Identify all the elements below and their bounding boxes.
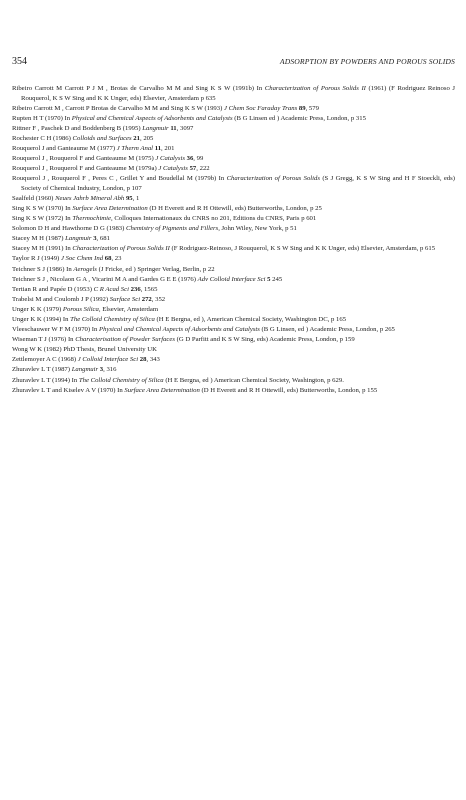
reference-text: , 205 — [139, 134, 154, 142]
reference-title: Characterization of Porous Solids — [226, 175, 320, 183]
reference-entry — [12, 84, 455, 103]
reference-volume: 95 — [125, 194, 133, 202]
reference-volume: 11 — [170, 124, 177, 132]
reference-volume: 28 — [139, 356, 147, 364]
reference-title: Characterisation of Powder Surfaces — [75, 336, 175, 344]
reference-text: Tertian R and Papée D (1953) — [12, 285, 94, 293]
reference-volume: 57 — [189, 165, 197, 173]
reference-text: , 316 — [103, 366, 117, 374]
reference-text: Unger K K (1979) — [12, 305, 63, 313]
reference-text: Saalfeld (1960) — [12, 194, 56, 202]
reference-text: Zhuravlev L T (1994) In — [12, 376, 79, 384]
reference-text: (J Fricke, ed ) Springer Verlag, Berlin, p 22 — [96, 265, 215, 273]
reference-title: J Chem Soc Faraday Trans — [224, 104, 298, 112]
reference-entry — [12, 104, 455, 114]
reference-text: (H E Bergna, ed ), American Chemical Society, Washington DC, p 165 — [154, 315, 347, 323]
reference-text: (G D Parfitt and K S W Sing, eds) Academic Press, London, p 159 — [174, 336, 355, 344]
reference-title: Physical and Chemical Aspects of Adsorbents and Catalysts — [71, 114, 233, 122]
reference-text: Zhuravlev L T and Kiselev A V (1970) In — [12, 386, 125, 394]
reference-text: Stacey M H (1991) In — [12, 245, 73, 253]
reference-entry — [12, 174, 455, 193]
reference-volume: 89 — [298, 104, 306, 112]
reference-title: Adv Colloid Interface Sci — [197, 275, 266, 283]
reference-text: (D H Everett and R H Ottewill, eds) Butterworths, London, p 25 — [147, 204, 322, 212]
reference-text: Wiseman T J (1976) In — [12, 336, 76, 344]
reference-title: J Colloid Interface Sci — [77, 356, 139, 364]
reference-volume: 272 — [141, 295, 152, 303]
reference-entry — [12, 254, 455, 264]
reference-entry — [12, 134, 455, 144]
reference-text: Solomon D H and Hawthorne D G (1983) — [12, 225, 127, 233]
reference-title: Characterization of Porous Solids II — [264, 85, 366, 92]
reference-text: , 1 — [132, 194, 140, 202]
reference-title: Chemistry of Pigments and Fillers — [126, 225, 219, 233]
reference-volume: 3 — [99, 366, 104, 374]
reference-title: Langmuir — [142, 124, 169, 132]
reference-text: Taylor R J (1949) — [12, 255, 61, 263]
reference-text: , Colloques Internationaux du CNRS no 201, Editions du CNRS, Paris p 601 — [110, 215, 317, 223]
reference-text: Rouquerol J , Rouquerol F and Ganteaume M (1979a) — [12, 165, 159, 173]
reference-volume: 236 — [130, 285, 141, 293]
reference-title: Surface Sci — [109, 295, 141, 303]
reference-title: The Colloid Chemistry of Silica — [70, 315, 155, 323]
reference-title: Physical and Chemical Aspects of Adsorbents and Catalysts — [99, 326, 260, 334]
reference-text: (H E Bergna, ed ) American Chemical Society, Washington, p 629. — [163, 376, 344, 384]
reference-text: Unger K K (1994) In — [12, 315, 71, 323]
reference-title: Surface Area Determination — [72, 204, 148, 212]
reference-text: (D H Everett and R H Ottewill, eds) Butterworths, London, p 155 — [199, 386, 378, 394]
reference-text: Zhuravlev L T (1987) — [12, 366, 72, 374]
reference-text: Ribeiro Carrott M Carrott P J M , Brotas de Carvalho M M and Sing K S W (1991b) In — [12, 85, 265, 92]
reference-text: (S J Gregg, K S W Sing and H F Stoeckli, eds) Society of Chemical Industry, London, p 107 — [21, 175, 455, 192]
reference-title: Colloids and Surfaces — [72, 134, 132, 142]
reference-entry — [12, 194, 455, 204]
reference-entry — [12, 386, 455, 396]
reference-text: , 222 — [196, 165, 210, 173]
reference-title: Porous Silica — [62, 305, 99, 313]
reference-text: Sing K S W (1972) In — [12, 215, 73, 223]
reference-title: Characterization of Porous Solids II — [72, 245, 170, 253]
reference-entry — [12, 114, 455, 124]
reference-entry — [12, 355, 455, 365]
reference-title: Aerogels — [73, 265, 97, 273]
reference-entry — [12, 305, 455, 315]
page-header — [12, 56, 455, 68]
reference-title: C R Acad Sci — [93, 285, 129, 293]
reference-entry — [12, 204, 455, 214]
reference-title: J Catalysis — [155, 155, 185, 163]
reference-entry — [12, 376, 455, 386]
reference-title: Surface Area Determination — [124, 386, 200, 394]
reference-text: Rouquerol J and Ganteaume M (1977) — [12, 144, 117, 152]
reference-title: J Soc Chem Ind — [60, 255, 104, 263]
reference-entry — [12, 295, 455, 305]
reference-text: (B G Linsen, ed ) Academic Press, London, p 265 — [259, 326, 395, 334]
reference-text: , 1565 — [140, 285, 158, 293]
reference-entry — [12, 315, 455, 325]
reference-text: Stacey M H (1987) — [12, 235, 66, 243]
reference-entry — [12, 265, 455, 275]
reference-volume: 11 — [154, 144, 162, 152]
reference-text: Ribeiro Carrott M , Carrott P Brotas de Carvalho M M and Sing K S W (1993) — [12, 104, 225, 112]
reference-entry — [12, 164, 455, 174]
reference-volume: 3 — [93, 235, 97, 243]
reference-title: Langmuir — [71, 366, 99, 374]
reference-entry — [12, 244, 455, 254]
reference-text: (F Rodriguez-Reinoso, J Rouquerol, K S W Sing and K K Unger, eds) Elsevier, Amsterdam, p 615 — [169, 245, 436, 253]
reference-text: , 23 — [111, 255, 122, 263]
reference-text: Rittner F , Paschek D and Boddenberg B (1995) — [12, 124, 143, 132]
reference-entry — [12, 144, 455, 154]
reference-title: Neues Jahrb Mineral Abh — [55, 194, 125, 202]
reference-text: , 3097 — [176, 124, 194, 132]
reference-text: Rochester C H (1986) — [12, 134, 73, 142]
reference-text: , 579 — [305, 104, 319, 112]
reference-text: , John Wiley, New York, p 51 — [218, 225, 297, 233]
reference-text: , 99 — [193, 155, 204, 163]
reference-entry — [12, 325, 455, 335]
reference-entry — [12, 234, 455, 244]
reference-text: 245 — [270, 275, 283, 283]
reference-title: The Colloid Chemistry of Silica — [78, 376, 164, 384]
reference-entry — [12, 154, 455, 164]
reference-text: Sing K S W (1970) In — [12, 204, 73, 212]
reference-text: Vleeschauwer W F M (1970) In — [12, 326, 100, 334]
reference-text: Zettlemoyer A C (1968) — [12, 356, 78, 364]
reference-text: Rouquerol J , Rouquerol F and Ganteaume M (1975) — [12, 155, 156, 163]
reference-text: , 343 — [146, 356, 160, 364]
reference-text: Rupten H T (1970) In — [12, 114, 72, 122]
reference-entry — [12, 345, 455, 355]
reference-entry — [12, 335, 455, 345]
reference-text: , 352 — [151, 295, 166, 303]
reference-volume: 21 — [133, 134, 140, 142]
reference-text: , 201 — [161, 144, 175, 152]
reference-title: J Catalysis — [158, 165, 188, 173]
reference-text: Wong W K (1982) PhD Thesis, Brunel University UK — [12, 346, 157, 354]
reference-volume: 36 — [186, 155, 194, 163]
running-head: ADSORPTION BY POWDERS AND POROUS SOLIDS — [279, 57, 455, 66]
reference-title: J Therm Anal — [116, 144, 154, 152]
reference-text: (B G Linsen ed ) Academic Press, London, p 315 — [232, 114, 366, 122]
reference-list — [12, 84, 455, 396]
reference-text: (1961) (F Rodriguez Reinoso J Rouquerol, K S W Sing and K K Unger, eds) Elsevier, Amsterdam p 635 — [21, 85, 455, 102]
reference-text: Trabelsi M and Coulomb J P (1992) — [12, 295, 110, 303]
reference-entry — [12, 124, 455, 134]
reference-text: , 681 — [96, 235, 110, 243]
reference-text: Rouquerol J , Rouquerol F , Peres C , Grillet Y and Boudellal M (1979b) In — [12, 175, 227, 183]
reference-text: , Elsevier, Amsterdam — [98, 305, 159, 313]
reference-volume: 5 — [267, 275, 271, 283]
reference-entry — [12, 285, 455, 295]
reference-entry — [12, 224, 455, 234]
reference-entry — [12, 365, 455, 375]
reference-text: Teichner S J (1986) In — [12, 265, 74, 273]
reference-title: Thermochimie — [72, 215, 111, 223]
reference-entry — [12, 275, 455, 285]
reference-title: Langmuir — [65, 235, 92, 243]
page-number: 354 — [12, 56, 27, 67]
reference-entry — [12, 214, 455, 224]
reference-text: Teichner S J , Nicolaon G A , Vicarini M A and Gardes G E E (1976) — [12, 275, 198, 283]
reference-volume: 68 — [104, 255, 112, 263]
